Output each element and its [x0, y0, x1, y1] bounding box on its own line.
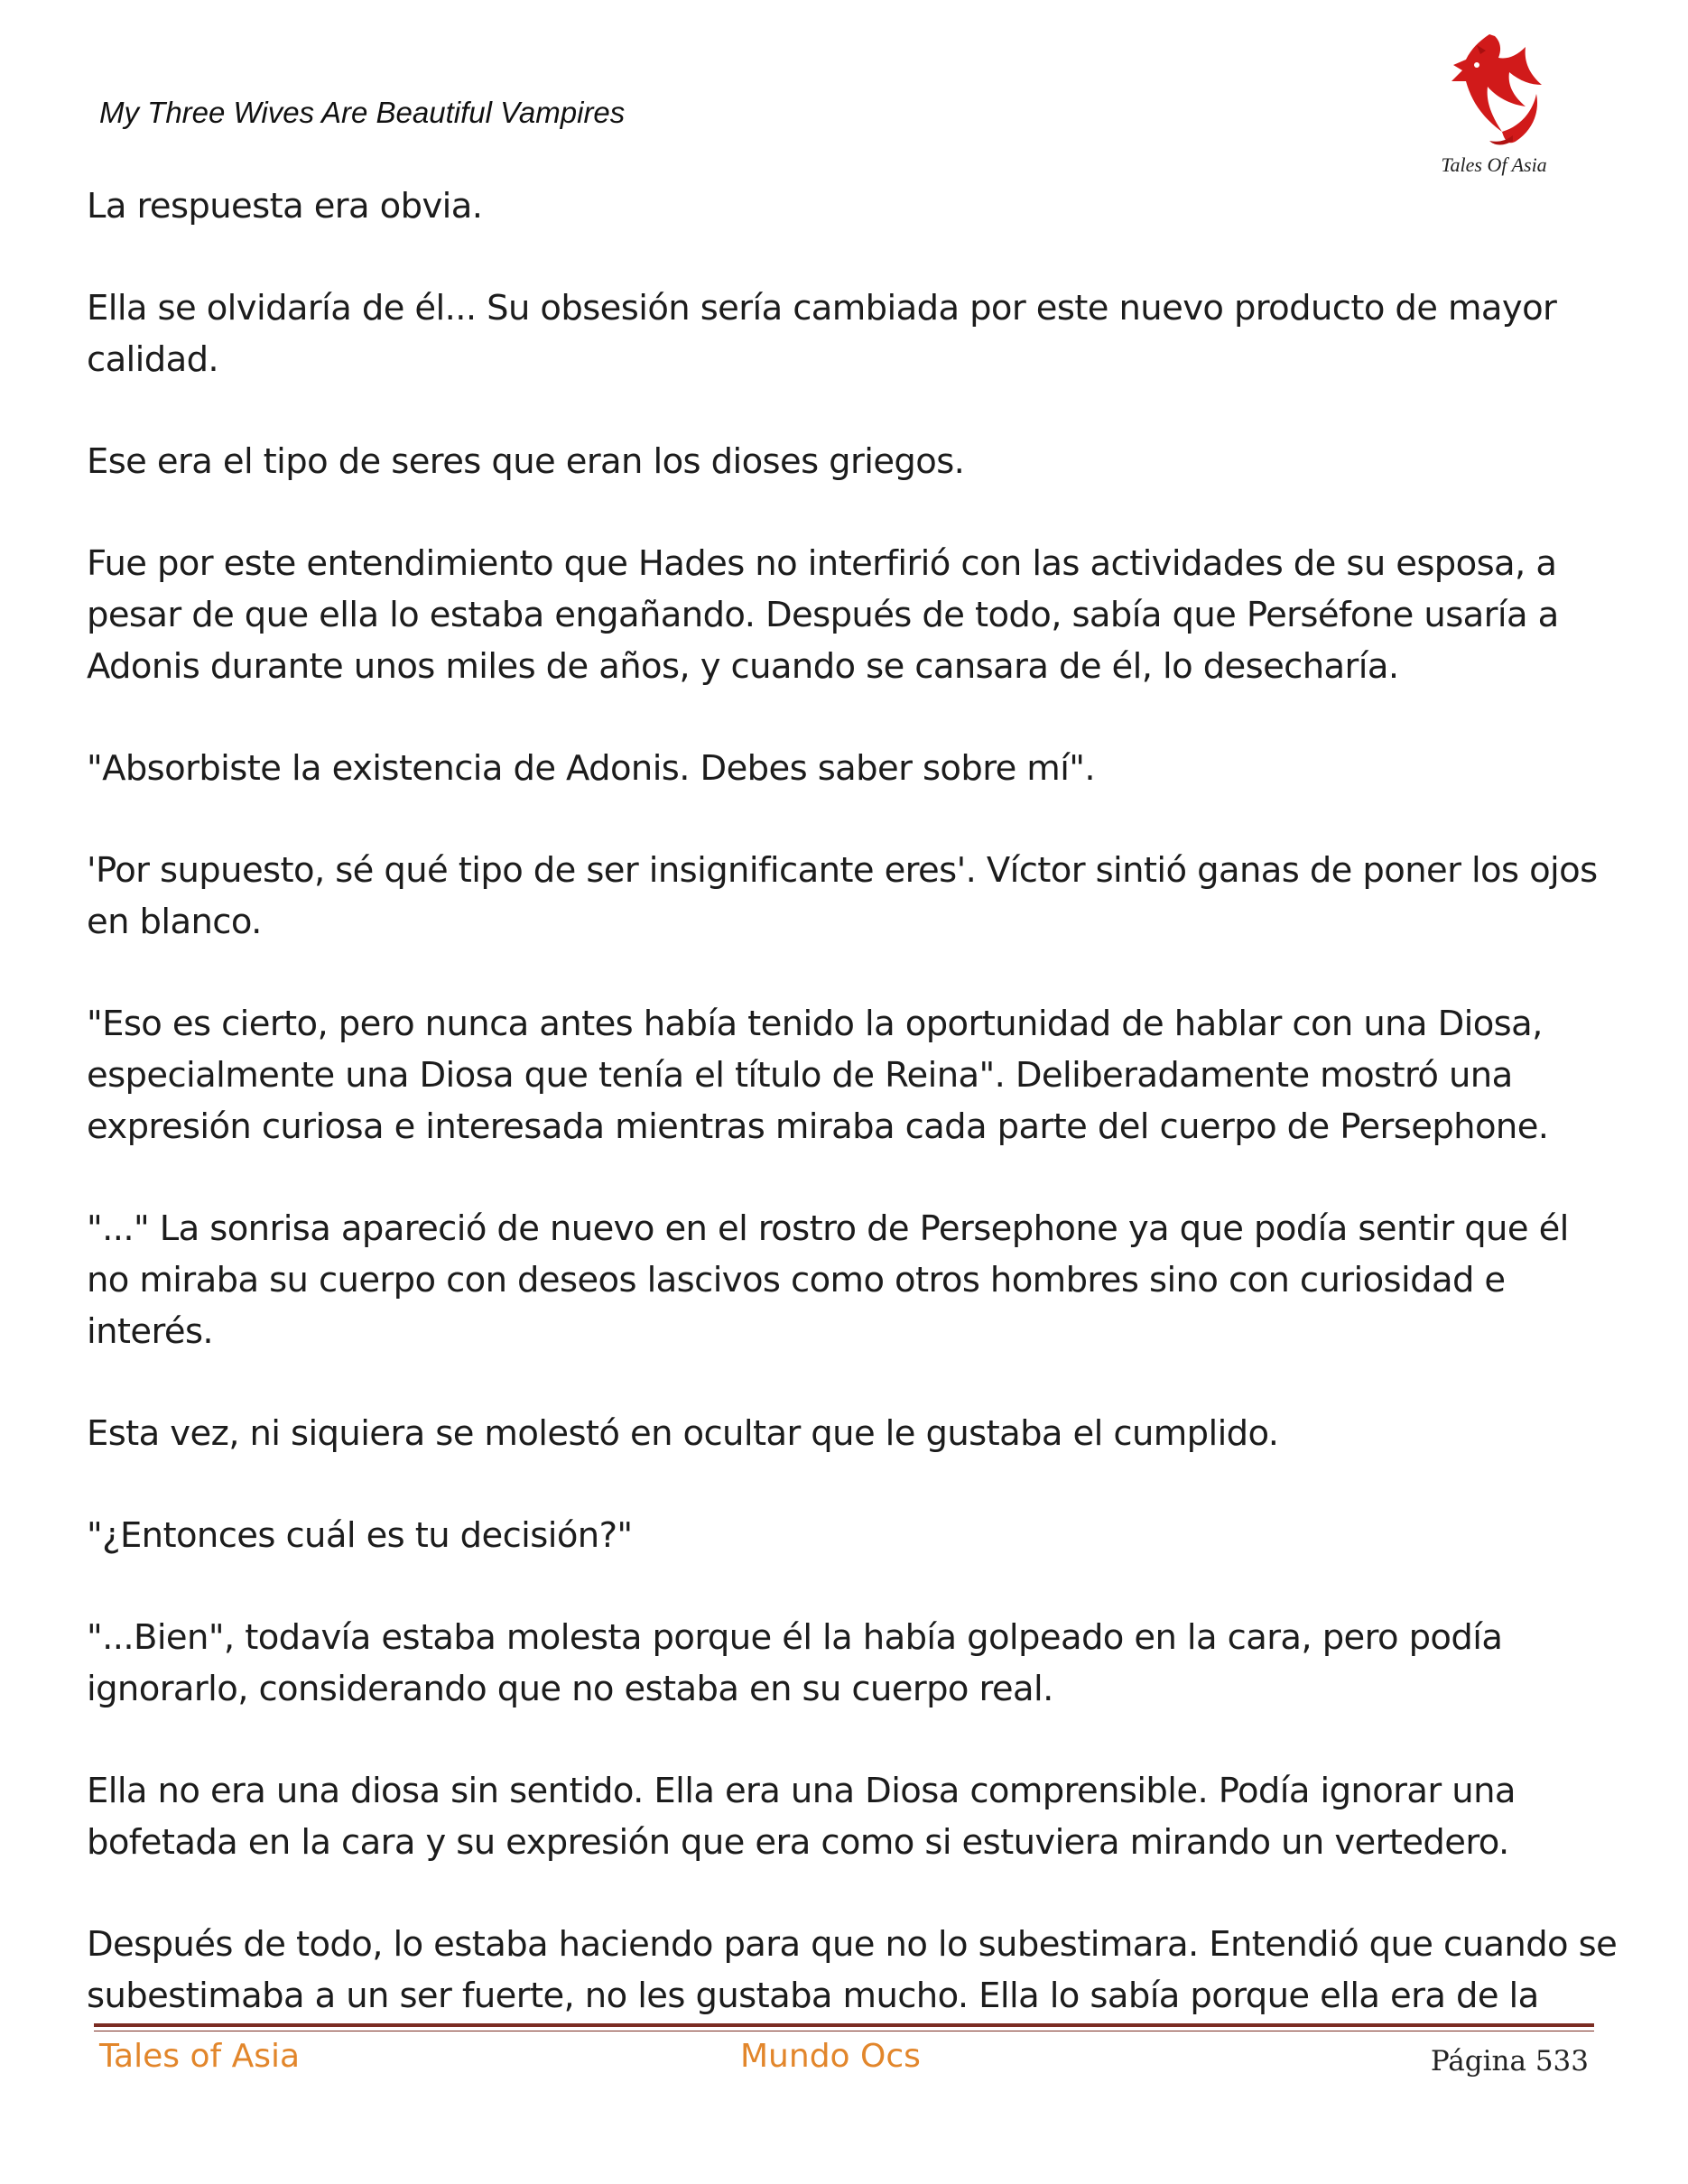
paragraph: "...Bien", todavía estaba molesta porque él la había golpeado en la cara, pero podía ignorarlo, considerando que no estaba en su cuerpo real. [87, 1617, 1503, 1709]
page-number: Página 533 [1430, 2045, 1589, 2078]
logo-text: Tales Of Asia [1441, 153, 1547, 176]
paragraph: Después de todo, lo estaba haciendo para que no lo subestimara. Entendió que cuando se subestimaba a un ser fuerte, no les gustaba mucho. Ella lo sabía porque ella era de la [87, 1924, 1618, 2016]
paragraph: "¿Entonces cuál es tu decisión?" [87, 1515, 633, 1556]
paragraph: "Absorbiste la existencia de Adonis. Debes saber sobre mí". [87, 748, 1096, 789]
paragraph: Esta vez, ni siquiera se molestó en ocultar que le gustaba el cumplido. [87, 1413, 1279, 1454]
document-header-title: My Three Wives Are Beautiful Vampires [99, 96, 626, 129]
red-dragon-icon [1426, 18, 1562, 153]
paragraph: Fue por este entendimiento que Hades no interfirió con las actividades de su esposa, a pesar de que ella lo estaba engañando. Después de todo, sabía que Perséfone usaría a Adonis durante unos miles de años, y cuando se cansara de él, lo desecharía. [87, 543, 1559, 687]
document-body [87, 180, 1621, 2017]
paragraph: Ella se olvidaría de él... Su obsesión sería cambiada por este nuevo producto de mayor calidad. [87, 288, 1557, 380]
paragraph: "..." La sonrisa apareció de nuevo en el rostro de Persephone ya que podía sentir que él no miraba su cuerpo con deseos lascivos como otros hombres sino con curiosidad e interés. [87, 1208, 1569, 1352]
paragraph: La respuesta era obvia. [87, 186, 483, 227]
footer-translator-name: Mundo Ocs [740, 2038, 921, 2075]
paragraph: Ella no era una diosa sin sentido. Ella era una Diosa comprensible. Podía ignorar una bofetada en la cara y su expresión que era como si estuviera mirando un vertedero. [87, 1771, 1516, 1863]
paragraph: "Eso es cierto, pero nunca antes había tenido la oportunidad de hablar con una Diosa, especialmente una Diosa que tenía el título de Reina". Deliberadamente mostró una expresión curiosa e interesada mientras miraba cada parte del cuerpo de Persephone. [87, 1004, 1549, 1147]
tales-of-asia-logo [1426, 18, 1562, 180]
footer-divider [94, 2023, 1594, 2027]
paragraph: Ese era el tipo de seres que eran los dioses griegos. [87, 441, 965, 482]
paragraph: 'Por supuesto, sé qué tipo de ser insignificante eres'. Víctor sintió ganas de poner los ojos en blanco. [87, 850, 1598, 942]
footer-site-name: Tales of Asia [99, 2038, 301, 2075]
